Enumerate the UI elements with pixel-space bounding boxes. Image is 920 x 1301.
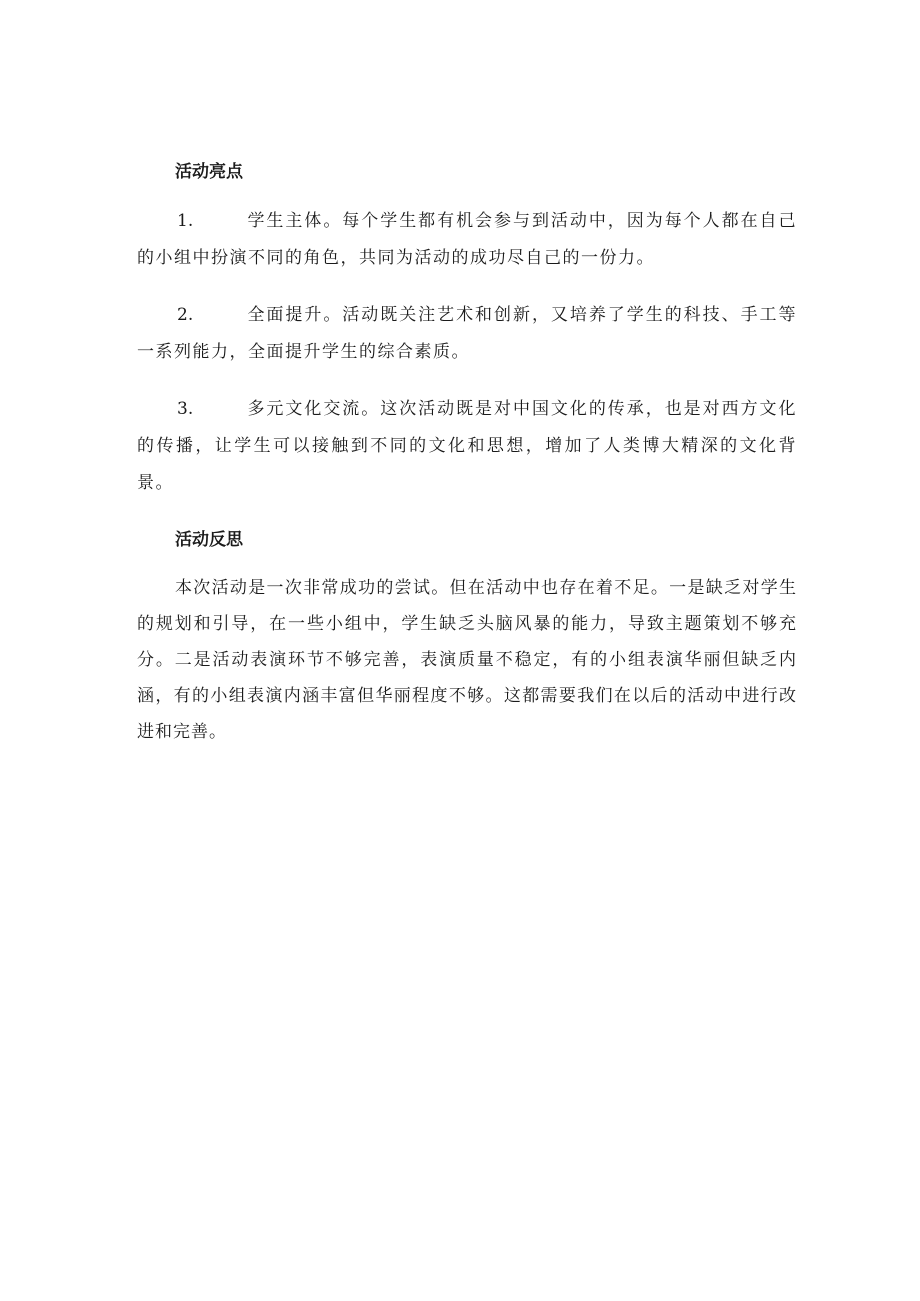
- highlight-item-number: 1.: [177, 211, 194, 231]
- highlight-item-number: 3.: [177, 399, 194, 419]
- reflection-paragraph: 本次活动是一次非常成功的尝试。但在活动中也存在着不足。一是缺乏对学生的规划和引导，在一些小组中，学生缺乏头脑风暴的能力，导致主题策划不够充分。二是活动表演环节不够完善，表演质量不稳定，有的小组表演华丽但缺乏内涵，有的小组表演内涵丰富但华丽程度不够。这都需要我们在以后的活动中进行改进和完善。: [137, 578, 797, 742]
- highlights-heading: 活动亮点: [175, 162, 243, 182]
- highlight-item-2: [137, 297, 797, 371]
- highlight-item-3: [137, 391, 797, 502]
- highlight-item-text: 学生主体。每个学生都有机会参与到活动中，因为每个人都在自己的小组中扮演不同的角色，共同为活动的成功尽自己的一份力。: [137, 211, 797, 268]
- highlight-item-1: [137, 203, 797, 277]
- highlight-item-text: 多元文化交流。这次活动既是对中国文化的传承，也是对西方文化的传播，让学生可以接触到不同的文化和思想，增加了人类博大精深的文化背景。: [137, 399, 797, 493]
- highlight-item-text: 全面提升。活动既关注艺术和创新，又培养了学生的科技、手工等一系列能力，全面提升学生的综合素质。: [137, 305, 797, 362]
- document-body: [137, 154, 797, 750]
- reflection-heading: 活动反思: [175, 530, 243, 550]
- highlight-item-number: 2.: [177, 305, 194, 325]
